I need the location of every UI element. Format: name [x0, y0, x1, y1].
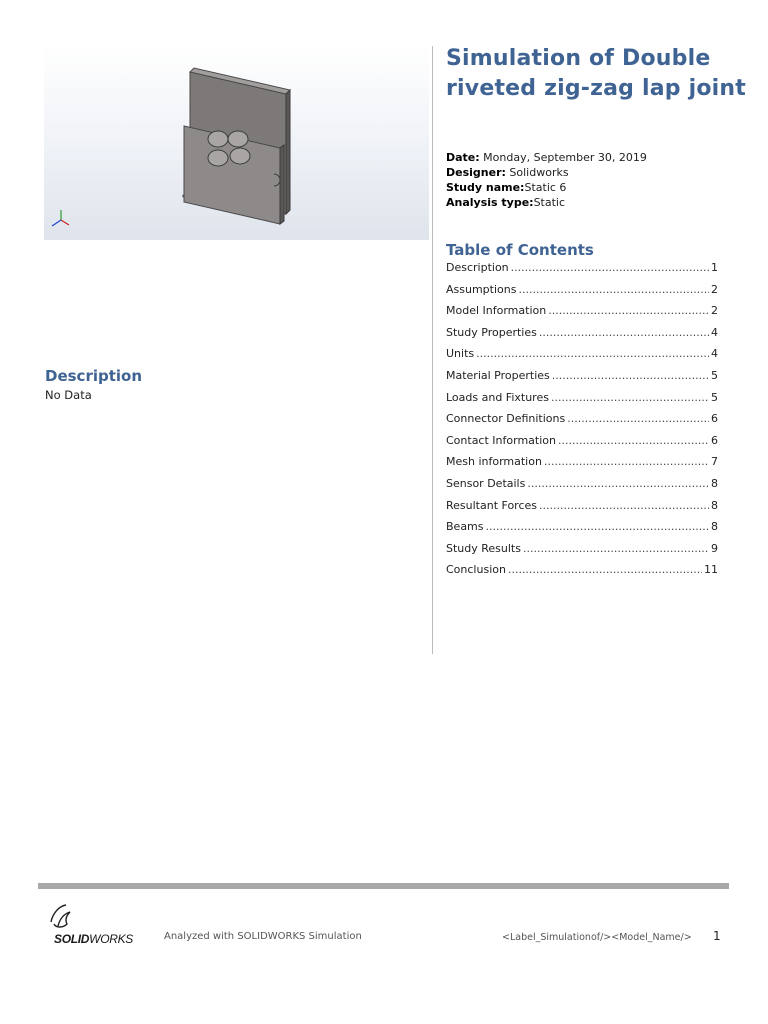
date-label: Date:: [446, 151, 480, 164]
analysis-label: Analysis type:: [446, 196, 534, 209]
description-body: No Data: [45, 388, 92, 402]
meta-study: [446, 180, 647, 195]
toc-entry-page: 1: [711, 261, 718, 274]
toc-entry-label: Mesh information: [446, 455, 542, 469]
analysis-value: Static: [533, 196, 566, 209]
column-divider: [432, 46, 433, 654]
toc-entry-label: Units: [446, 347, 475, 361]
date-value: Monday, September 30, 2019: [483, 151, 647, 164]
toc-entry-page: 4: [711, 325, 718, 339]
toc-entry[interactable]: [446, 261, 718, 283]
solidworks-logo: [46, 902, 150, 948]
toc-entry-page: 4: [711, 347, 718, 361]
meta-date: [446, 150, 647, 165]
toc-leader-dots: [518, 283, 709, 296]
toc-entry-page: 2: [711, 282, 718, 296]
toc-leader-dots: [508, 563, 702, 576]
toc-entry-page: 6: [711, 412, 718, 426]
meta-designer: [446, 165, 647, 180]
model-preview-image: [44, 46, 429, 240]
toc-entry-label: Assumptions: [446, 282, 517, 296]
toc-entry-label: Study Properties: [446, 325, 537, 339]
toc-leader-dots: [548, 304, 709, 317]
toc-entry-page: 6: [711, 433, 718, 447]
toc-entry-page: 5: [711, 390, 718, 404]
toc-entry-page: 9: [711, 541, 718, 555]
logo-solid-text: SOLID: [54, 932, 90, 946]
analyzed-with-text: Analyzed with SOLIDWORKS Simulation: [164, 931, 362, 942]
toc-leader-dots: [539, 326, 709, 339]
toc-entry[interactable]: [446, 542, 718, 564]
toc-entry[interactable]: [446, 455, 718, 477]
solidworks-wordmark: [54, 932, 133, 946]
toc-entry[interactable]: [446, 477, 718, 499]
toc-entry-label: Resultant Forces: [446, 498, 538, 512]
description-heading: Description: [45, 367, 143, 385]
table-of-contents: [446, 261, 718, 585]
toc-leader-dots: [527, 477, 709, 490]
toc-leader-dots: [511, 261, 709, 274]
toc-entry-label: Description: [446, 261, 509, 274]
toc-entry-label: Beams: [446, 520, 484, 534]
toc-leader-dots: [476, 347, 709, 360]
toc-entry[interactable]: [446, 412, 718, 434]
toc-heading: Table of Contents: [446, 241, 594, 259]
toc-leader-dots: [558, 434, 709, 447]
toc-entry-label: Model Information: [446, 304, 547, 318]
study-value: Static 6: [524, 181, 567, 194]
toc-entry-page: 5: [711, 368, 718, 382]
toc-entry-page: 7: [711, 455, 718, 469]
toc-entry[interactable]: [446, 369, 718, 391]
ds-logo-icon: [48, 902, 78, 930]
document-meta: [446, 150, 647, 210]
toc-leader-dots: [551, 391, 709, 404]
toc-entry[interactable]: [446, 434, 718, 456]
toc-leader-dots: [552, 369, 709, 382]
toc-entry-page: 8: [711, 520, 718, 534]
toc-entry-page: 2: [711, 304, 718, 318]
footer-rule: [38, 883, 729, 889]
toc-entry[interactable]: [446, 304, 718, 326]
toc-entry[interactable]: [446, 391, 718, 413]
logo-works-text: WORKS: [89, 932, 134, 946]
toc-entry-label: Conclusion: [446, 563, 506, 577]
toc-entry[interactable]: [446, 347, 718, 369]
toc-entry-page: 11: [704, 563, 718, 577]
label-model-placeholder: <Label_Simulationof/><Model_Name/>: [502, 932, 692, 943]
toc-entry-page: 8: [711, 498, 718, 512]
designer-value: Solidworks: [509, 166, 569, 179]
riveted-joint-3d-model: [44, 46, 429, 240]
designer-label: Designer:: [446, 166, 506, 179]
toc-entry-label: Study Results: [446, 541, 521, 555]
toc-leader-dots: [486, 520, 709, 533]
toc-entry-label: Contact Information: [446, 433, 556, 447]
toc-entry-page: 8: [711, 476, 718, 490]
toc-entry[interactable]: [446, 563, 718, 585]
toc-leader-dots: [567, 412, 709, 425]
toc-leader-dots: [544, 455, 709, 468]
toc-entry[interactable]: [446, 499, 718, 521]
toc-entry-label: Material Properties: [446, 368, 550, 382]
toc-entry[interactable]: [446, 520, 718, 542]
toc-entry[interactable]: [446, 326, 718, 348]
page-number: 1: [713, 929, 721, 943]
toc-entry-label: Loads and Fixtures: [446, 390, 549, 404]
toc-entry-label: Sensor Details: [446, 476, 526, 490]
toc-entry-label: Connector Definitions: [446, 412, 566, 426]
toc-entry[interactable]: [446, 283, 718, 305]
toc-leader-dots: [523, 542, 709, 555]
meta-analysis: [446, 195, 647, 210]
document-title: Simulation of Double riveted zig-zag lap joint: [446, 46, 746, 101]
study-label: Study name:: [446, 181, 525, 194]
toc-leader-dots: [539, 499, 709, 512]
